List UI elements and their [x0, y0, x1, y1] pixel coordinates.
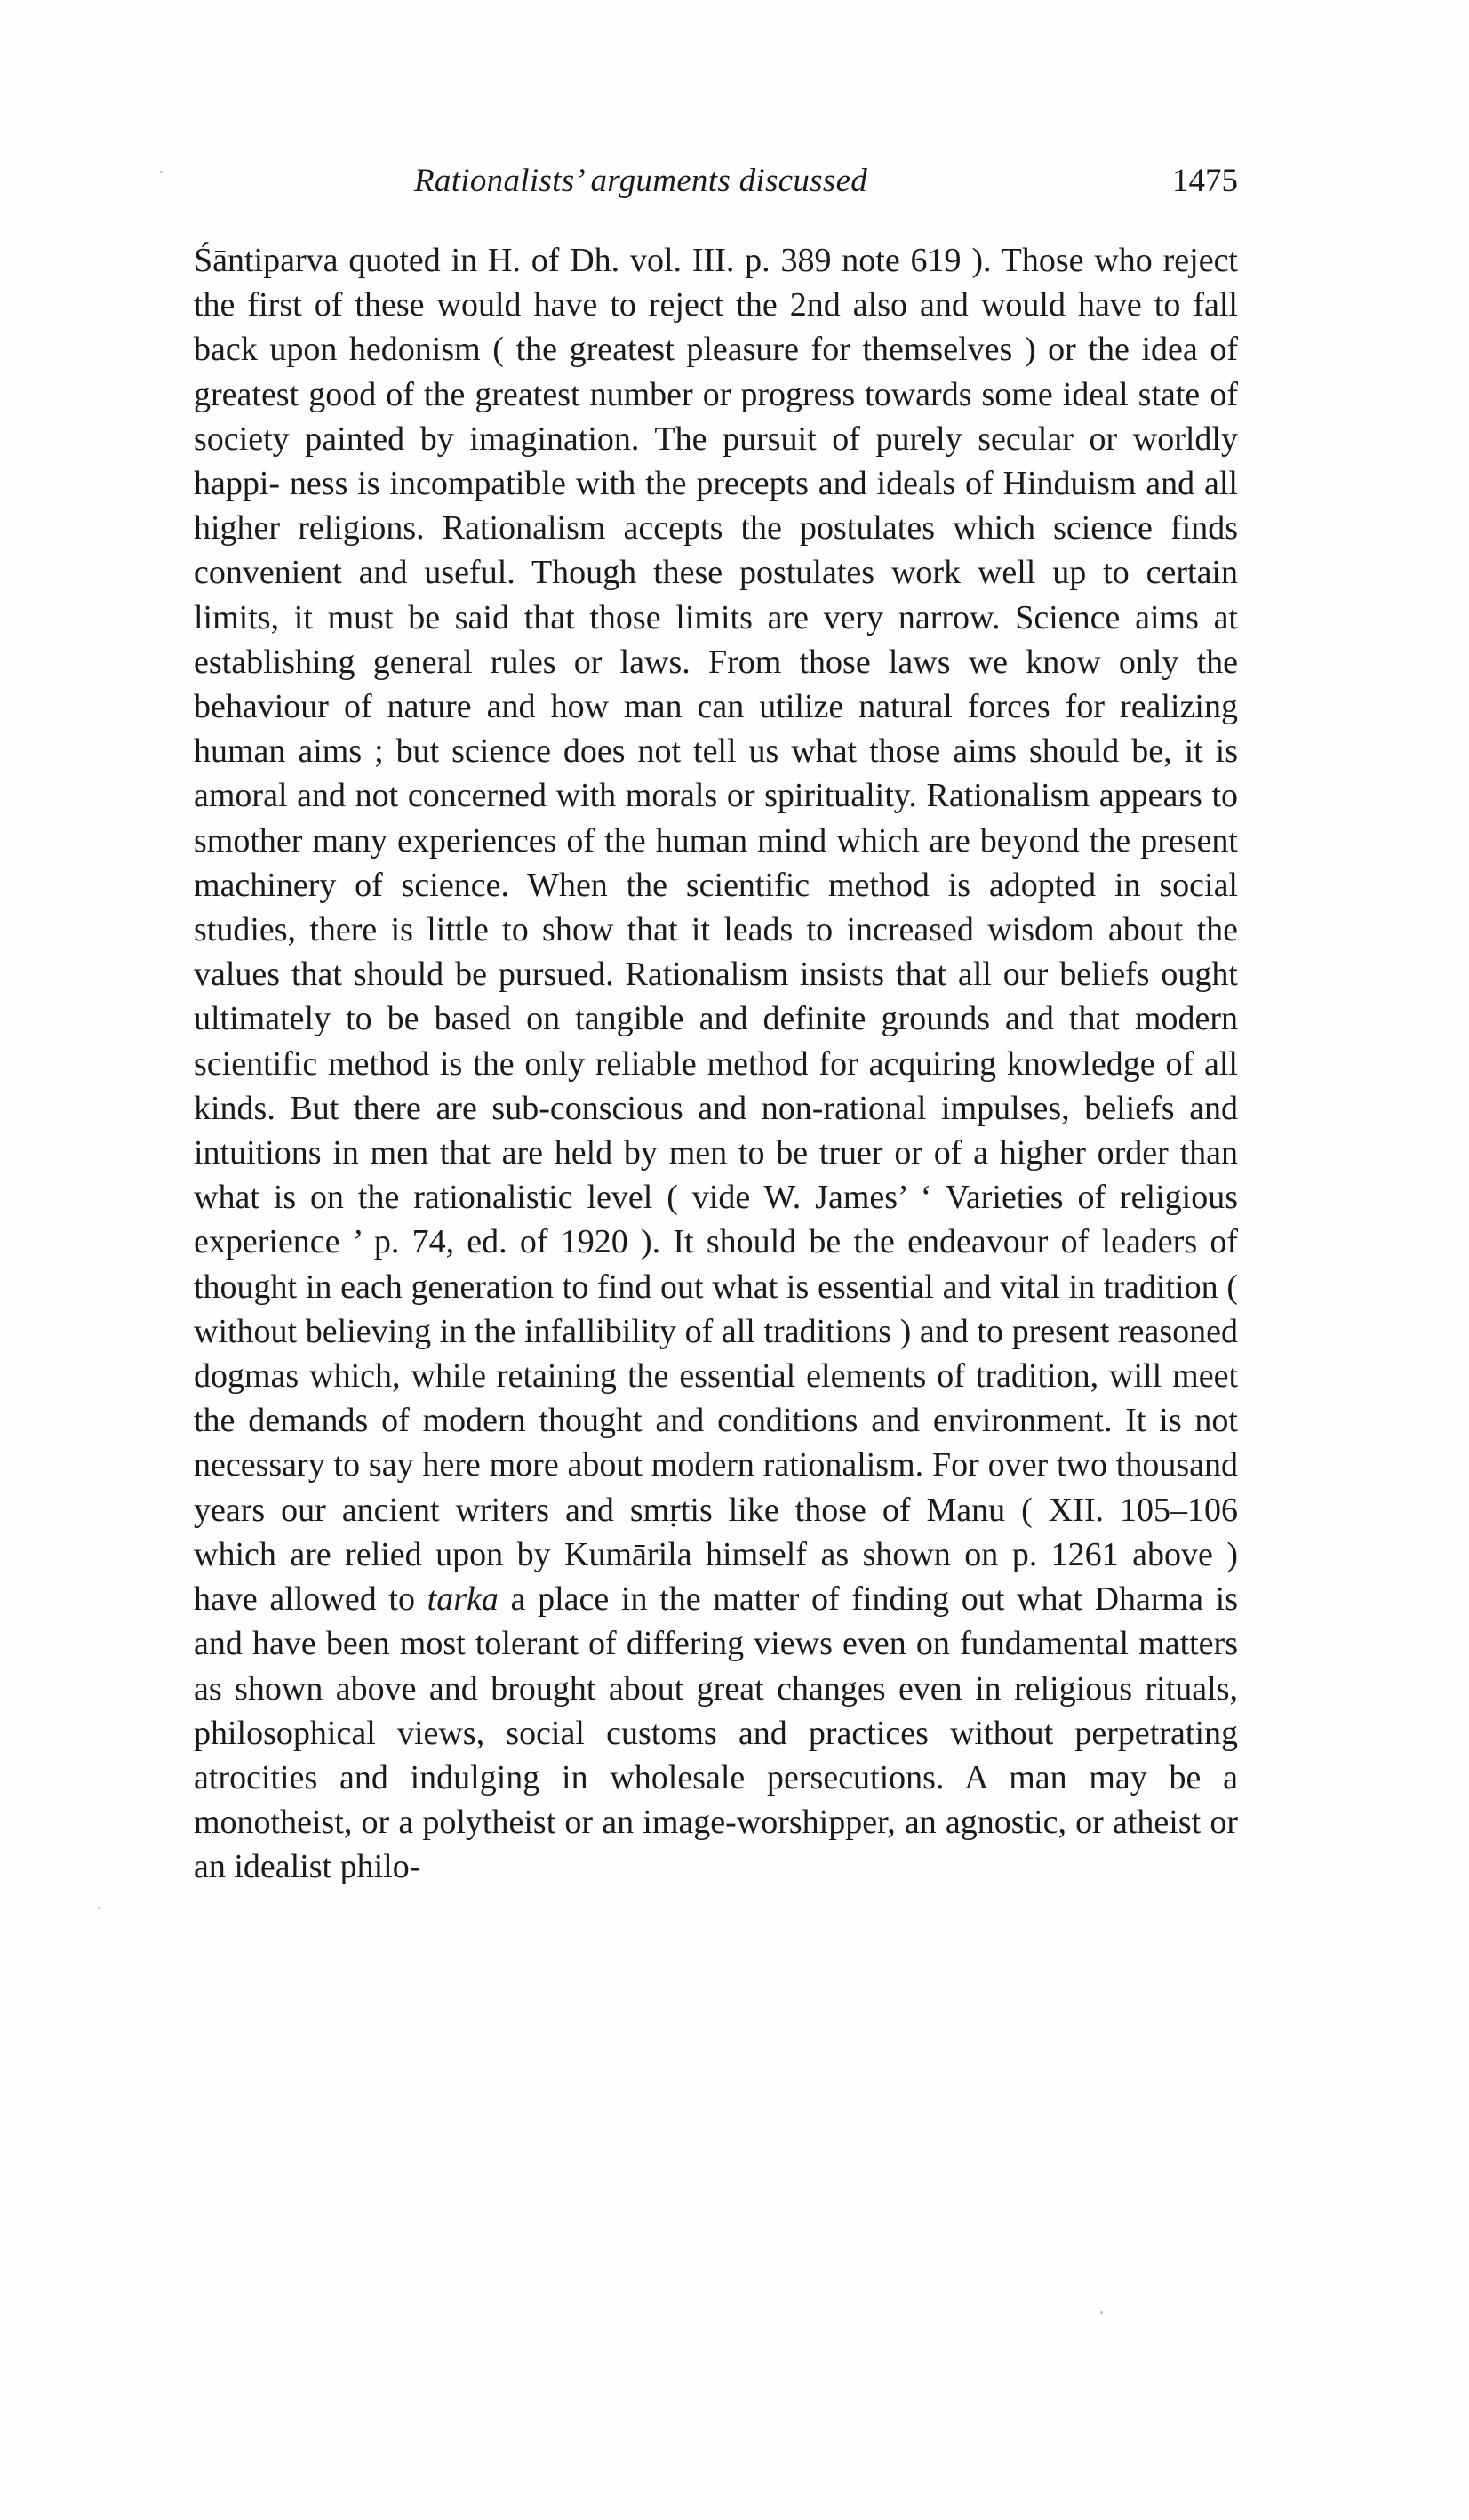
- text-after-italic: a place in the matter of finding out what Dharma is and have been most tolerant of differing views even on fundamental matters as shown above and brought about great changes even in religious rituals, philosophical views, social customs and practices without perpetrating atrocities and indulging in wholesale persecutions. A man may be a monotheist, or a polytheist or an image-worshipper, an agnostic, or atheist or an idealist philo-: [194, 1580, 1238, 1886]
- text-before-italic: Śāntiparva quoted in H. of Dh. vol. III. p. 389 note 619 ). Those who reject the first of these would have to reject the 2nd also and would have to fall back upon hedonism ( the greatest pleasure for themselves ) or the idea of greatest good of the greatest number or progress towards some ideal state of society painted by imagination. The pursuit of purely secular or worldly happi- ness is incompatible with the precepts and ideals of Hinduism and all higher religions. Rationalism accepts the postulates which science finds convenient and useful. Though these postulates work well up to certain limits, it must be said that those limits are very narrow. Science aims at establishing general rules or laws. From those laws we know only the behaviour of nature and how man can utilize natural forces for realizing human aims ; but science does not tell us what those aims should be, it is amoral and not concerned with morals or spirituality. Rationalism appears to smother many experiences of the human mind which are beyond the present machinery of science. When the scientific method is adopted in social studies, there is little to show that it leads to increased wisdom about the values that should be pursued. Rationalism insists that all our beliefs ought ultimately to be based on tangible and definite grounds and that modern scientific method is the only reliable method for acquiring knowledge of all kinds. But there are sub-conscious and non-rational impulses, beliefs and intuitions in men that are held by men to be truer or of a higher order than what is on the rationalistic level ( vide W. James’ ‘ Varieties of religious experience ’ p. 74, ed. of 1920 ). It should be the endeavour of leaders of thought in each generation to find out what is essential and vital in tradition ( without believing in the infallibility of all traditions ) and to present reasoned dogmas which, while retaining the essential elements of tradition, will meet the demands of modern thought and conditions and environment. It is not necessary to say here more about modern rationalism. For over two thousand years our ancient writers and smṛtis like those of Manu ( XII. 105–106 which are relied upon by Kumārila himself as shown on p. 1261 above ) have allowed to: [194, 242, 1238, 1619]
- scan-speck: [1100, 2311, 1103, 2314]
- page-number: 1475: [1172, 163, 1238, 199]
- paragraph: [194, 238, 1238, 1890]
- body-text: [194, 238, 1238, 1890]
- scan-speck: [98, 1907, 100, 1909]
- running-title: Rationalists’ arguments discussed: [414, 163, 868, 199]
- running-header: [194, 160, 1238, 213]
- scan-speck: [160, 171, 163, 173]
- italic-term: tarka: [427, 1580, 499, 1619]
